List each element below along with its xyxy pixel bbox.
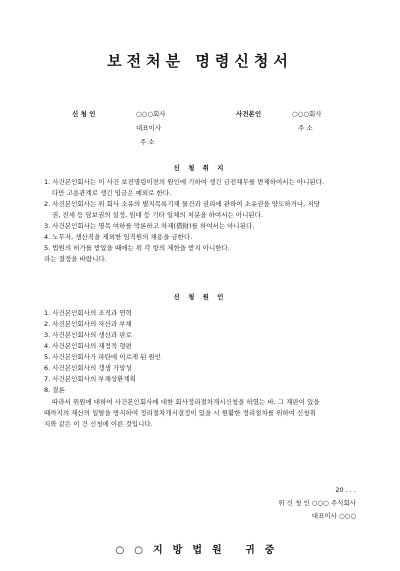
- applicant-address: 주 소: [140, 138, 155, 146]
- list-item: 3. 사건본인회사는 명목 여하를 막론하고 차재(借財)를 하여서는 아니된다.: [44, 222, 255, 230]
- list-item: 5. 법원의 허가를 받았을 때에는 위 각 항의 제한을 받지 아니한다.: [44, 244, 230, 252]
- respondent-address: 주 소: [298, 124, 313, 132]
- applicant-name: ○○○회사: [136, 110, 166, 118]
- list-item: 2. 사건본인회사의 자산과 부채: [44, 320, 132, 328]
- reasons-heading: 신 청 원 인: [173, 293, 227, 301]
- list-item: 3. 사건본인회사의 생산과 판로: [44, 331, 132, 339]
- list-item: 1. 사건본인회사는 이 사건 보전명령이전의 원인에 기하여 생긴 금전채무를 변제하여서는 아니된다.: [44, 178, 325, 186]
- list-item: 다만 고용관계로 생긴 임금은 예외로 한다.: [52, 189, 172, 197]
- applicant-representative: 대표이사: [136, 124, 162, 132]
- purpose-list: [44, 178, 374, 266]
- respondent-label: 사건본인: [236, 110, 262, 118]
- list-item: 5. 사건본인회사가 파탄에 이르게 된 원인: [44, 353, 161, 361]
- purpose-heading: 신 청 취 지: [173, 164, 227, 172]
- applicant-label: 신 청 인: [72, 110, 96, 118]
- conclusion-line: 따라서 위원에 대하여 사건본인회사에 대한 회사정리절차개시신청을 하였는 바, 그 재판이 있을: [52, 398, 320, 406]
- conclusion-paragraph: [44, 398, 374, 431]
- list-item: 4. 노무자, 생산직을 제외한 임직원의 채용을 금한다.: [44, 233, 193, 241]
- reasons-list: [44, 309, 374, 431]
- list-item: 8. 결론: [44, 386, 65, 394]
- list-item: 권, 전세 등 담보권의 설정, 임대 등 기타 일체의 처분을 하여서는 아니된다.: [52, 211, 264, 219]
- document-title: 보전처분 명령신청서: [107, 52, 293, 70]
- court-addressee: ○○지방법원 귀중: [115, 545, 285, 556]
- list-item: 라는 결정을 바랍니다.: [44, 255, 107, 263]
- conclusion-line: 때까지의 재산의 일탈을 방지하여 정리절차개시결정이 있을 시 원활한 정리절차를 위하여 신청취: [44, 409, 316, 417]
- list-item: 7. 사건본인회사의 부채상환계획: [44, 375, 136, 383]
- list-item: 6. 사건본인회사의 갱생 가망성: [44, 364, 132, 372]
- list-item: 2. 사건본인회사는 위 회사 소유의 별지목록기재 물건과 권리에 관하여 소유권을 양도하거나, 저당: [44, 200, 320, 208]
- respondent-name: ○○○회사: [292, 110, 322, 118]
- signature-date: 20 . . .: [335, 486, 356, 494]
- conclusion-line: 지와 같은 이 건 신청에 이른 것입니다.: [44, 420, 153, 428]
- list-item: 1. 사건본인회사의 조직과 연혁: [44, 309, 132, 317]
- list-item: 4. 사건본인회사의 재정적 형편: [44, 342, 132, 350]
- signature-applicant: 위 신 청 인 ○○○ 주식회사: [278, 499, 356, 507]
- signature-representative: 대표이사 ○○○: [311, 512, 356, 520]
